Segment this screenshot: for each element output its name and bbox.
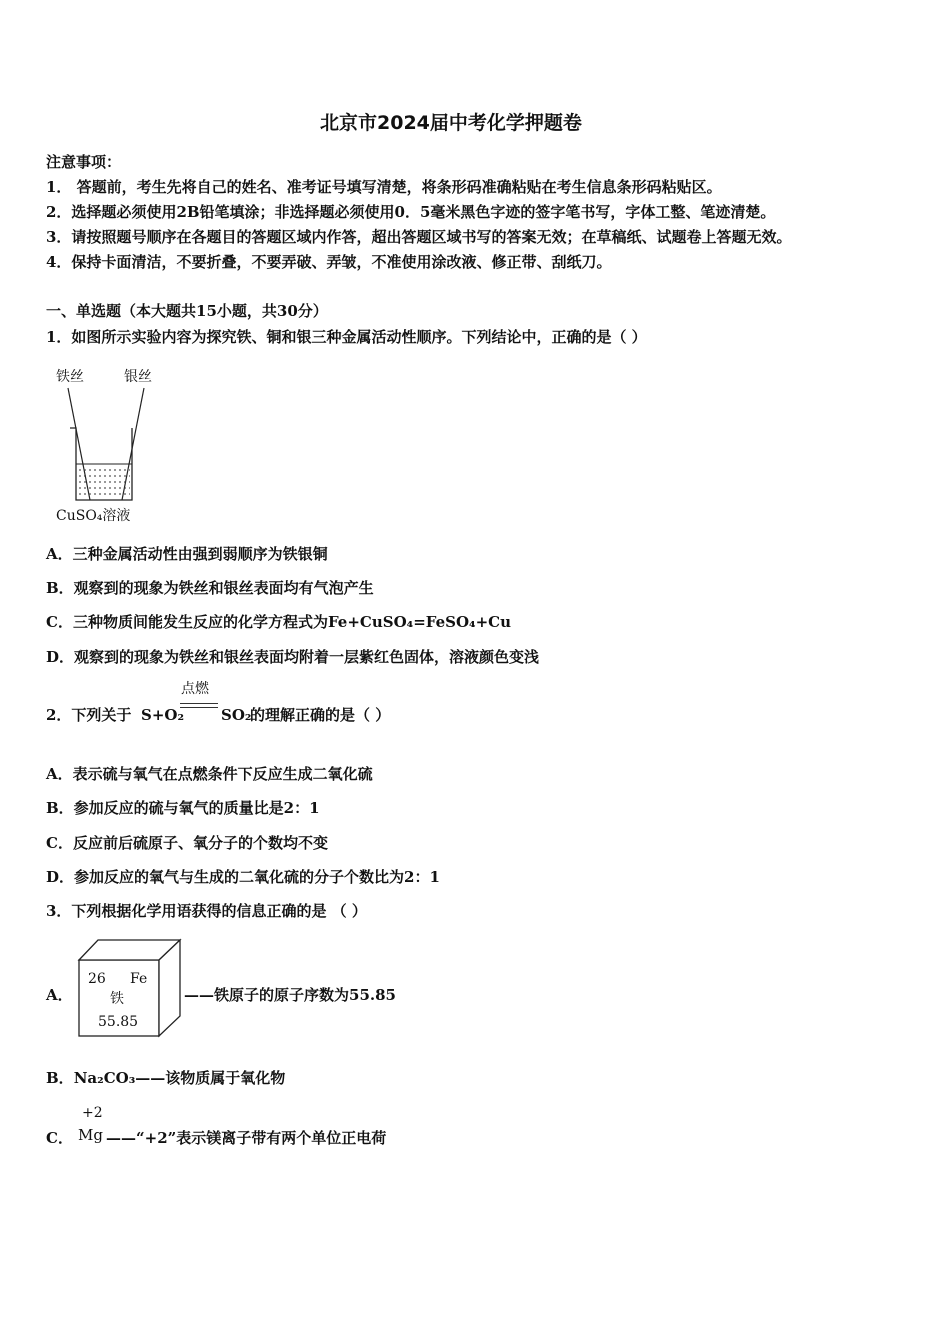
notice-item: 2．选择题必须使用2B铅笔填涂；非选择题必须使用0．5毫米黑色字迹的签字笔书写，字体工整、笔迹清楚。	[46, 203, 776, 221]
q3-option-b-formula: Na₂CO₃	[73, 1069, 136, 1087]
solution-label: CuSO₄溶液	[56, 508, 131, 524]
beaker-figure	[52, 366, 182, 528]
beaker-drawing	[52, 366, 182, 528]
q3-stem: 3．下列根据化学用语获得的信息正确的是 （ ）	[46, 902, 367, 920]
q2-option-a: A．表示硫与氧气在点燃条件下反应生成二氧化硫	[46, 765, 373, 783]
iron-wire-label: 铁丝	[56, 369, 84, 385]
q3-option-a-label: A．	[46, 986, 73, 1004]
q2-suffix: 的理解正确的是（ ）	[250, 706, 391, 724]
q3-option-b	[46, 1069, 285, 1087]
q1-option-a: A．三种金属活动性由强到弱顺序为铁银铜	[46, 545, 328, 563]
q1-option-c-equation: Fe+CuSO₄=FeSO₄+Cu	[327, 613, 512, 631]
q1-stem: 1．如图所示实验内容为探究铁、铜和银三种金属活动性顺序。下列结论中，正确的是（ ）	[46, 328, 647, 346]
valence-charge: +2	[82, 1105, 103, 1121]
page-title: 北京市2024届中考化学押题卷	[320, 112, 582, 134]
q1-option-c-text: C．三种物质间能发生反应的化学方程式为	[46, 613, 328, 631]
element-name: 铁	[110, 991, 124, 1007]
notice-heading: 注意事项：	[46, 153, 122, 171]
q1-option-b: B．观察到的现象为铁丝和银丝表面均有气泡产生	[46, 579, 374, 597]
magnesium-symbol: Mg	[78, 1126, 103, 1144]
notice-item: 4．保持卡面清洁，不要折叠，不要弄破、弄皱，不准使用涂改液、修正带、刮纸刀。	[46, 253, 612, 271]
silver-wire-label: 银丝	[124, 369, 152, 385]
notice-item: 1． 答题前，考生先将自己的姓名、准考证号填写清楚，将条形码准确粘贴在考生信息条形码粘贴区。	[46, 178, 722, 196]
q3-option-c-text: ——“+2”表示镁离子带有两个单位正电荷	[106, 1129, 387, 1147]
q2-prefix: 2．下列关于	[46, 706, 132, 724]
condition-label: 点燃	[181, 681, 209, 697]
equals-line	[180, 703, 218, 704]
q2-option-d: D．参加反应的氧气与生成的二氧化硫的分子个数比为2：1	[46, 868, 440, 886]
q2-product: SO₂	[221, 706, 252, 724]
atomic-mass: 55.85	[98, 1014, 139, 1030]
reaction-condition-sign	[180, 680, 218, 720]
notice-item: 3．请按照题号顺序在各题目的答题区域内作答，超出答题区域书写的答案无效；在草稿纸、试题卷上答题无效。	[46, 228, 792, 246]
q3-option-b-text: ——该物质属于氧化物	[135, 1069, 286, 1087]
q2-reactants: S+O₂	[141, 706, 185, 724]
q1-option-d: D．观察到的现象为铁丝和银丝表面均附着一层紫红色固体，溶液颜色变浅	[46, 648, 540, 666]
element-card	[76, 938, 184, 1040]
equals-line	[180, 707, 218, 708]
section-heading: 一、单选题（本大题共15小题，共30分）	[46, 302, 328, 320]
element-symbol: Fe	[130, 971, 148, 987]
q1-option-c	[46, 613, 511, 631]
q3-option-c-label: C．	[46, 1129, 73, 1147]
q2-option-c: C．反应前后硫原子、氧分子的个数均不变	[46, 834, 328, 852]
atomic-number: 26	[88, 971, 106, 987]
q3-option-a-text: ——铁原子的原子序数为55.85	[184, 986, 396, 1004]
q2-option-b: B．参加反应的硫与氧气的质量比是2：1	[46, 799, 320, 817]
q3-option-b-label: B．	[46, 1069, 74, 1087]
